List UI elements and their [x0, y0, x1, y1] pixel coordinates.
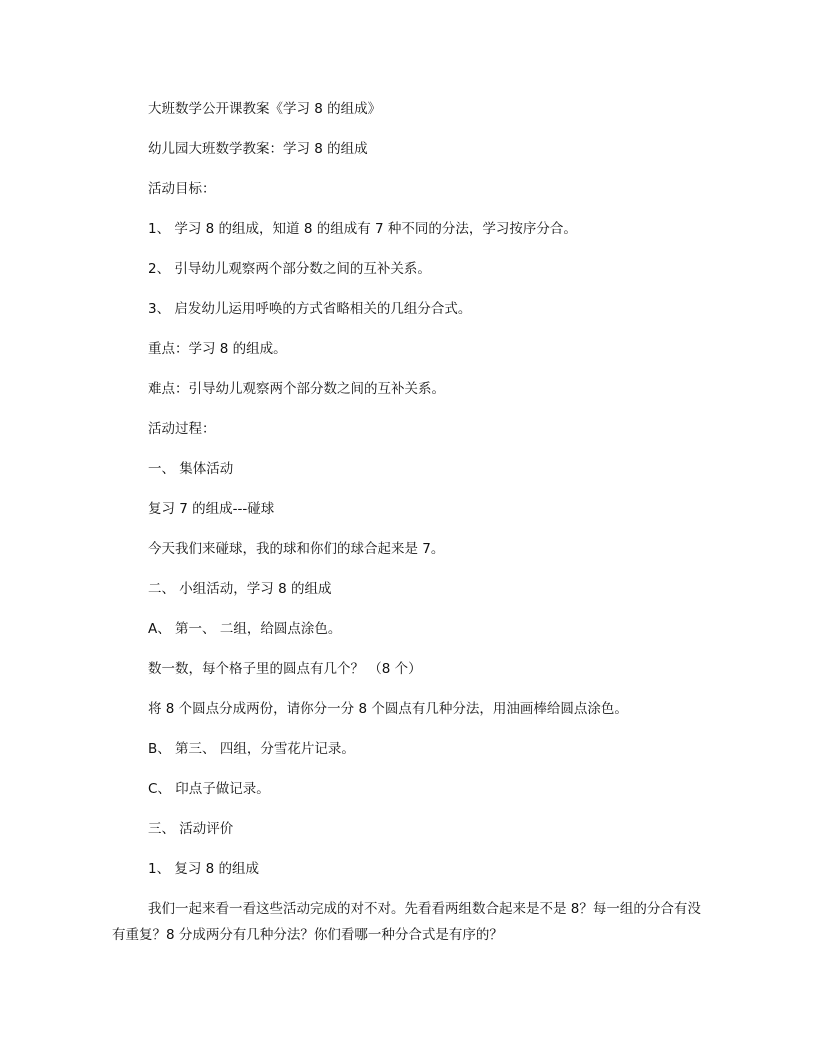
text-line: 复习 7 的组成---碰球 [148, 501, 275, 517]
text-line: 1、 学习 8 的组成，知道 8 的组成有 7 种不同的分法，学习按序分合。 [148, 221, 577, 237]
text-line: 重点：学习 8 的组成。 [148, 341, 287, 357]
text-line: C、 印点子做记录。 [148, 781, 270, 797]
text-line: 活动过程： [148, 421, 216, 437]
text-line: 难点：引导幼儿观察两个部分数之间的互补关系。 [148, 381, 445, 397]
text-line: 将 8 个圆点分成两份，请你分一分 8 个圆点有几种分法，用油画棒给圆点涂色。 [148, 701, 628, 717]
text-line: 三、 活动评价 [148, 821, 234, 837]
text-line: 1、 复习 8 的组成 [148, 861, 260, 877]
body-paragraph: 我们一起来看一看这些活动完成的对不对。先看看两组数合起来是不是 8？每一组的分合有没有重复？8 分成两分有几种分法？你们看哪一种分合式是有序的？ [112, 901, 701, 943]
document-title: 大班数学公开课教案《学习 8 的组成》 [148, 101, 382, 117]
text-line: 3、 启发幼儿运用呼唤的方式省略相关的几组分合式。 [148, 301, 472, 317]
text-line: A、 第一、 二组，给圆点涂色。 [148, 621, 342, 637]
text-line: 一、 集体活动 [148, 461, 234, 477]
text-line: 今天我们来碰球，我的球和你们的球合起来是 7。 [148, 541, 445, 557]
text-line: 活动目标： [148, 181, 216, 197]
text-line: B、 第三、 四组，分雪花片记录。 [148, 741, 355, 757]
document-subtitle: 幼儿园大班数学教案：学习 8 的组成 [148, 141, 368, 157]
text-line: 数一数，每个格子里的圆点有几个？ （8 个） [148, 661, 422, 677]
text-line: 2、 引导幼儿观察两个部分数之间的互补关系。 [148, 261, 431, 277]
text-line: 二、 小组活动，学习 8 的组成 [148, 581, 332, 597]
